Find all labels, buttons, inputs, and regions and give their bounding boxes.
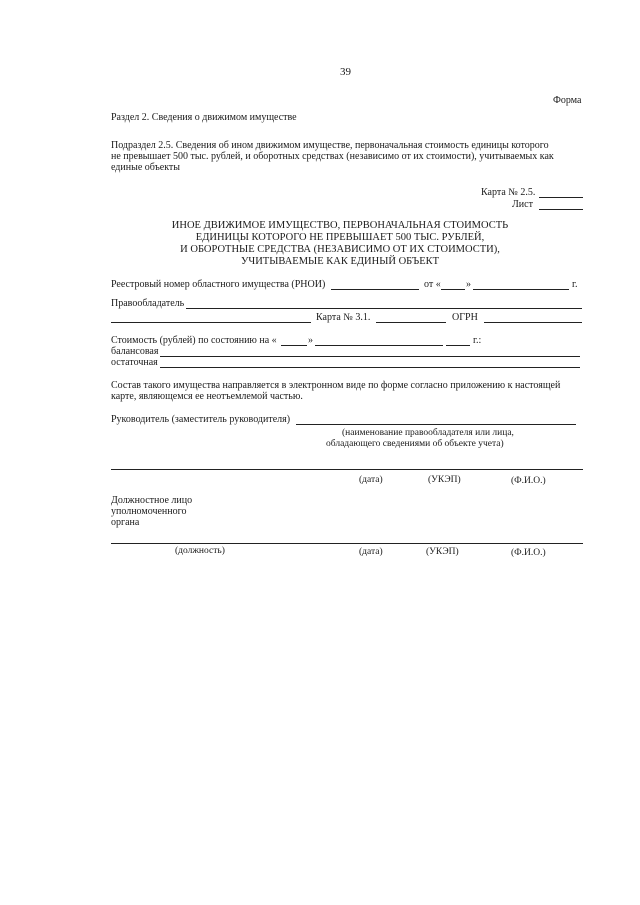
- registry-month-year-field[interactable]: [473, 289, 569, 290]
- official-line-3: органа: [111, 517, 140, 528]
- card-number-label: Карта № 2.5.: [481, 187, 536, 198]
- registry-number-field[interactable]: [331, 289, 419, 290]
- official-position-caption: (должность): [175, 546, 225, 556]
- residual-value-field[interactable]: [160, 367, 580, 368]
- head-signature-line[interactable]: [111, 469, 583, 470]
- head-label: Руководитель (заместитель руководителя): [111, 414, 291, 425]
- registry-label: Реестровый номер областного имущества (РНОИ): [111, 279, 326, 290]
- official-line-1: Должностное лицо: [111, 495, 193, 506]
- balance-value-field[interactable]: [160, 356, 580, 357]
- subsection-line-1: Подраздел 2.5. Сведения об ином движимом имуществе, первоначальная стоимость единицы которого: [111, 140, 549, 151]
- head-ukep-caption: (УКЭП): [428, 475, 461, 485]
- cost-label: Стоимость (рублей) по состоянию на «: [111, 335, 277, 346]
- cost-year-suffix: г.:: [473, 335, 482, 346]
- cost-year-field[interactable]: [446, 345, 470, 346]
- page-number: 39: [340, 66, 351, 78]
- registry-from: от «: [424, 279, 441, 290]
- composition-line-2: карте, являющемся ее неотъемлемой частью.: [111, 391, 303, 402]
- balance-label: балансовая: [111, 346, 159, 357]
- head-date-caption: (дата): [359, 475, 383, 485]
- head-fio-caption: (Ф.И.О.): [511, 476, 546, 486]
- official-fio-caption: (Ф.И.О.): [511, 548, 546, 558]
- head-caption-1: (наименование правообладателя или лица,: [342, 428, 514, 438]
- cost-day-field[interactable]: [281, 345, 307, 346]
- official-date-caption: (дата): [359, 547, 383, 557]
- section-title: Раздел 2. Сведения о движимом имуществе: [111, 112, 297, 123]
- card-3-1-field[interactable]: [376, 322, 446, 323]
- card-number-field[interactable]: [539, 197, 583, 198]
- registry-day-field[interactable]: [441, 289, 465, 290]
- cost-quote-close: »: [308, 335, 313, 346]
- cost-month-field[interactable]: [315, 345, 443, 346]
- ogrn-label: ОГРН: [452, 312, 478, 323]
- head-caption-2: обладающего сведениями об объекте учета): [326, 439, 504, 449]
- subsection-line-2: не превышает 500 тыс. рублей, и оборотных средствах (независимо от их стоимости), учитываемых как: [111, 151, 554, 162]
- holder-name-field[interactable]: [186, 308, 582, 309]
- registry-year-suffix: г.: [572, 279, 578, 290]
- card-3-1-label: Карта № 3.1.: [316, 312, 371, 323]
- sheet-label: Лист: [512, 199, 533, 210]
- form-label: Форма: [553, 95, 582, 106]
- holder-name-field-2[interactable]: [111, 322, 311, 323]
- title-line-3: И ОБОРОТНЫЕ СРЕДСТВА (НЕЗАВИСИМО ОТ ИХ СТОИМОСТИ),: [180, 244, 500, 255]
- official-ukep-caption: (УКЭП): [426, 547, 459, 557]
- holder-label: Правообладатель: [111, 298, 185, 309]
- composition-line-1: Состав такого имущества направляется в электронном виде по форме согласно приложению к настоящей: [111, 380, 561, 391]
- title-line-2: ЕДИНИЦЫ КОТОРОГО НЕ ПРЕВЫШАЕТ 500 ТЫС. РУБЛЕЙ,: [195, 232, 485, 243]
- head-name-field[interactable]: [296, 424, 576, 425]
- title-line-1: ИНОЕ ДВИЖИМОЕ ИМУЩЕСТВО, ПЕРВОНАЧАЛЬНАЯ СТОИМОСТЬ: [171, 220, 509, 231]
- subsection-line-3: единые объекты: [111, 162, 181, 173]
- title-line-4: УЧИТЫВАЕМЫЕ КАК ЕДИНЫЙ ОБЪЕКТ: [240, 256, 440, 267]
- residual-label: остаточная: [111, 357, 158, 368]
- ogrn-field[interactable]: [484, 322, 582, 323]
- official-signature-line[interactable]: [111, 543, 583, 544]
- official-line-2: уполномоченного: [111, 506, 187, 517]
- sheet-field[interactable]: [539, 209, 583, 210]
- registry-quote-close: »: [466, 279, 471, 290]
